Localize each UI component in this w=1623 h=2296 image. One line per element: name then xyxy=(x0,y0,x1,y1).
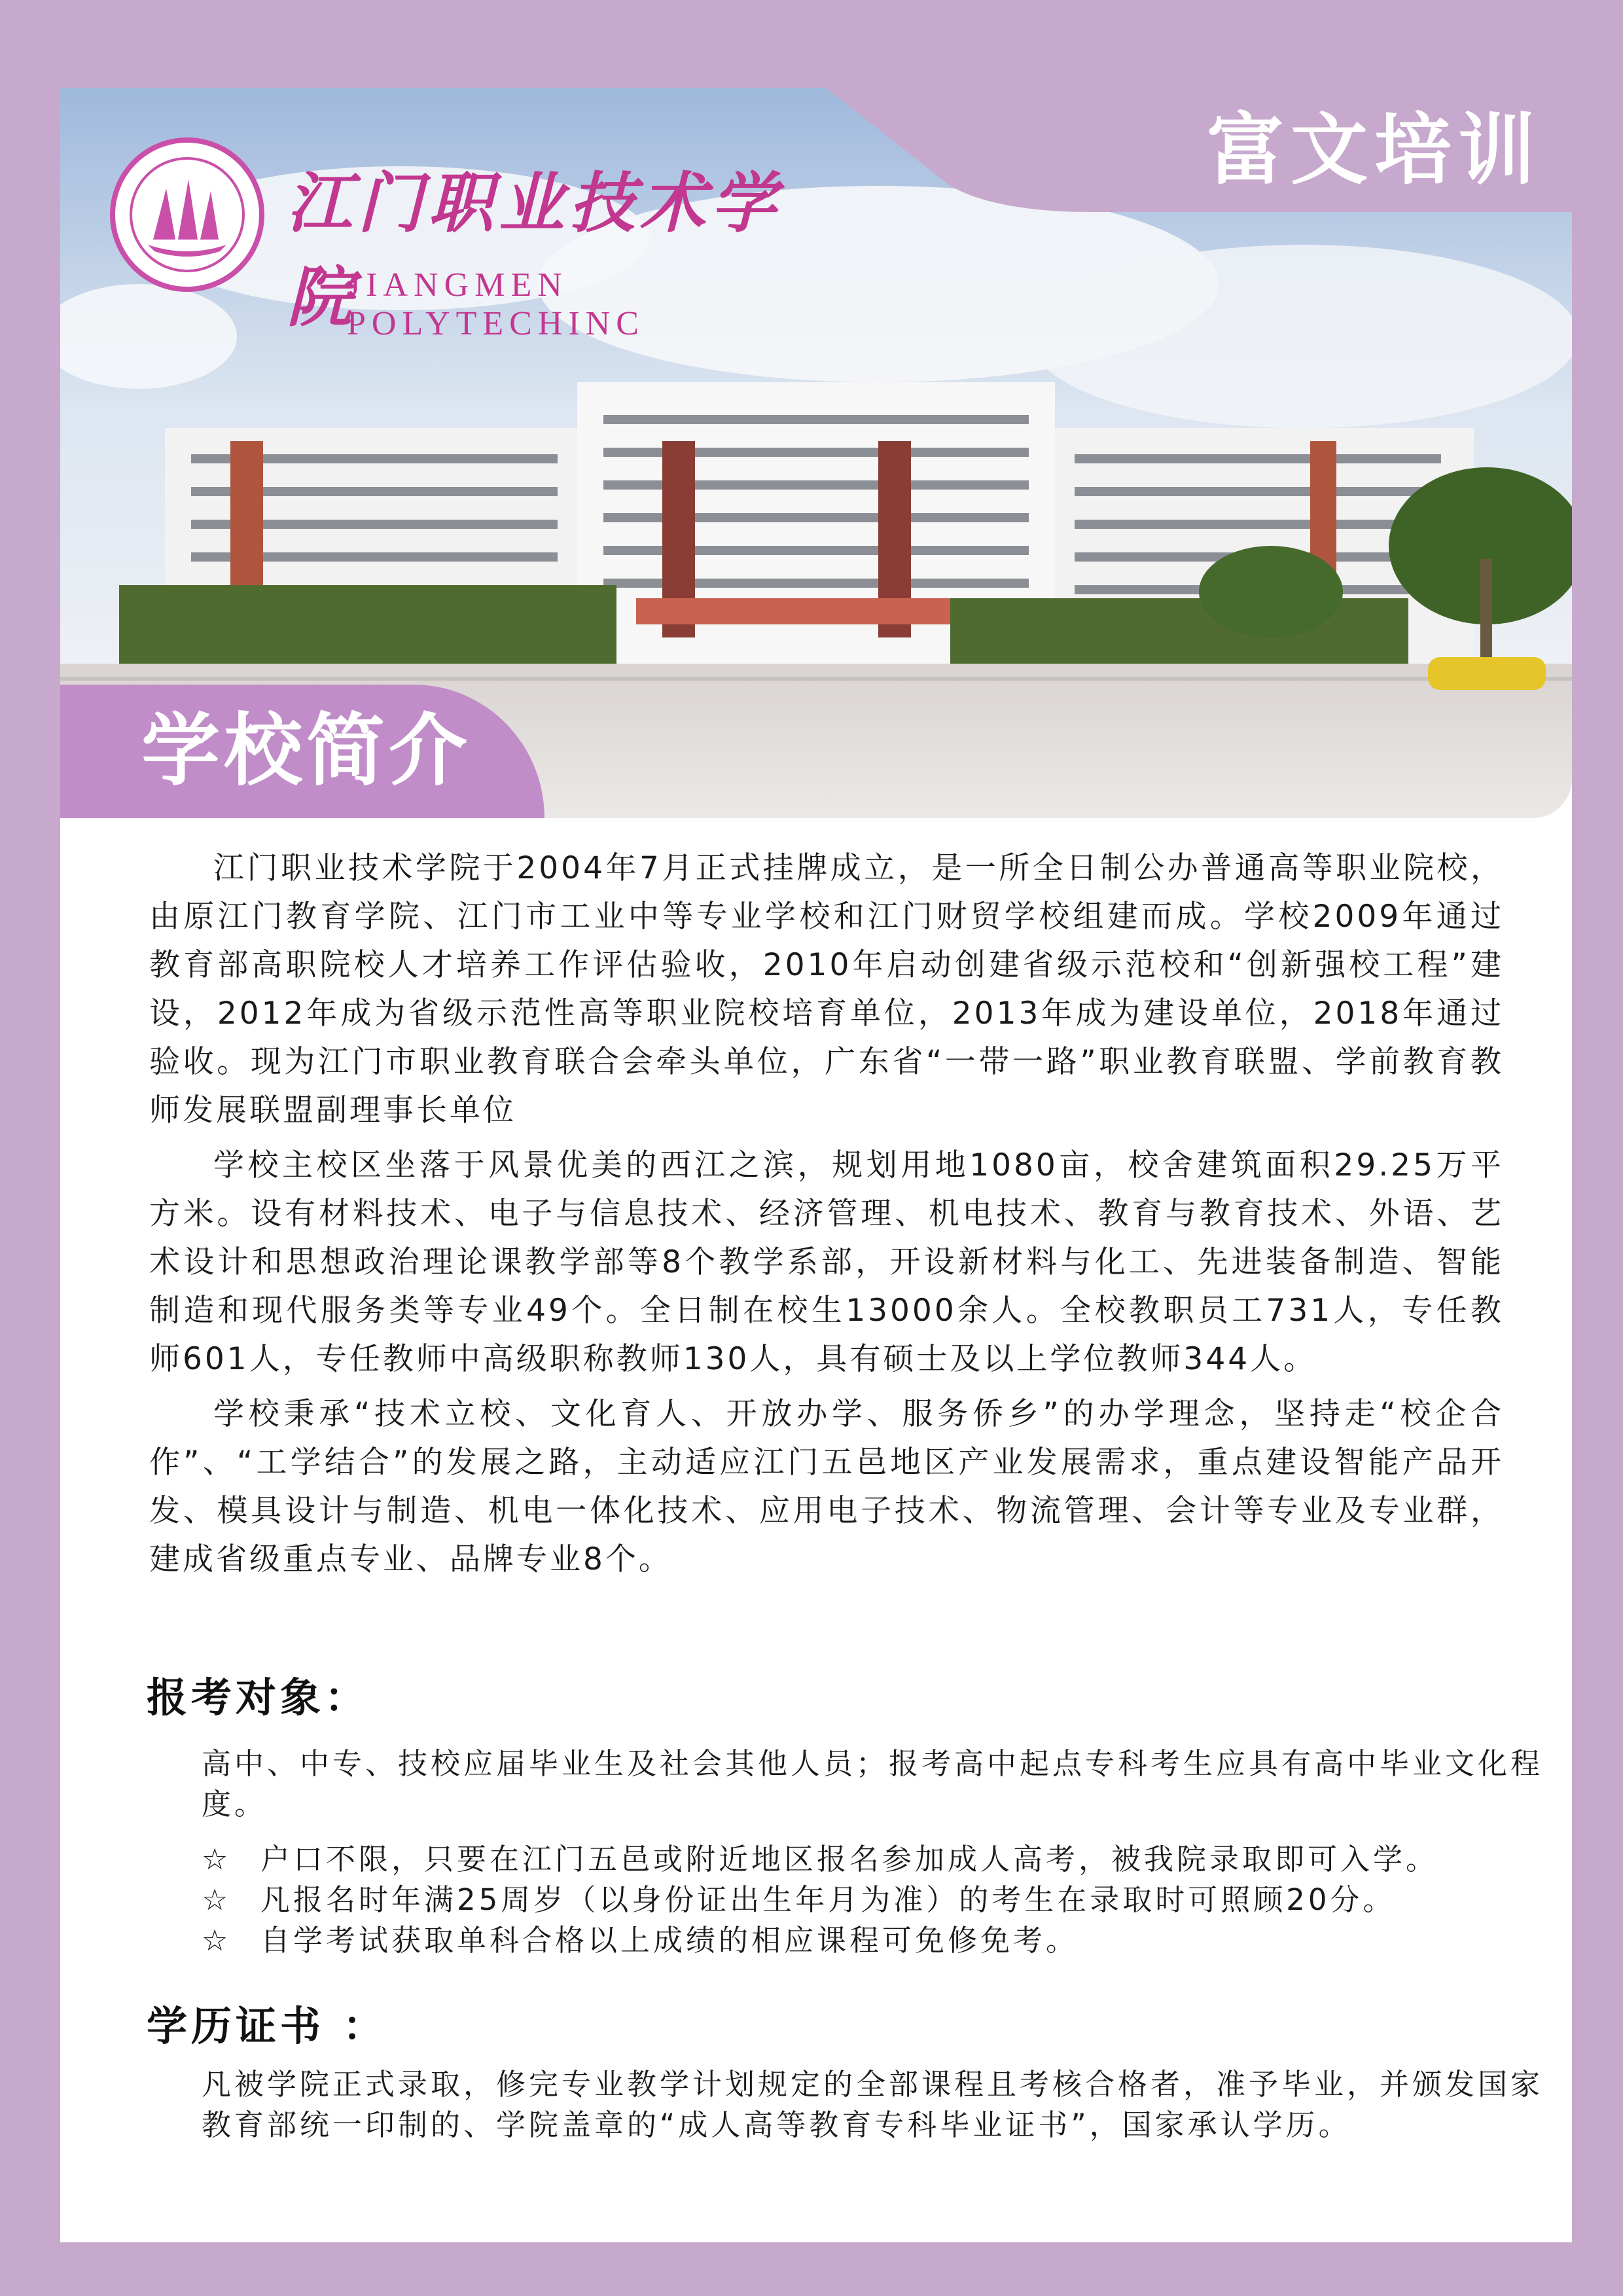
star-icon: ☆ xyxy=(202,1842,232,1876)
intro-paragraph: 江门职业技术学院于2004年7月正式挂牌成立，是一所全日制公办普通高等职业院校，由原江门教育学院、江门市工业中等专业学校和江门财贸学校组建而成。学校2009年通过教育部高职院校人才培养工作评估验收，2010年启动创建省级示范校和“创新强校工程”建设，2012年成为省级示范性高等职业院校培育单位，2013年成为建设单位，2018年通过验收。现为江门市职业教育联合会牵头单位，广东省“一带一路”职业教育联盟、学前教育教师发展联盟副理事长单位 xyxy=(149,850,1504,1128)
list-item: ☆ 自学考试获取单科合格以上成绩的相应课程可免修免考。 xyxy=(202,1920,1556,1961)
flyer-page xyxy=(60,88,1572,2242)
list-item: ☆ 户口不限，只要在江门五邑或附近地区报名参加成人高考，被我院录取即可入学。 xyxy=(202,1839,1556,1880)
section-title: 学校简介 xyxy=(141,706,471,797)
brand-name: 富文培训 xyxy=(1206,105,1542,195)
applicants-text: 高中、中专、技校应届毕业生及社会其他人员；报考高中起点专科考生应具有高中毕业文化程度。 xyxy=(202,1746,1544,1821)
applicants-heading: 报考对象： xyxy=(147,1674,370,1721)
intro-paragraph: 学校主校区坐落于风景优美的西江之滨，规划用地1080亩，校舍建筑面积29.25万平方米。设有材料技术、电子与信息技术、经济管理、机电技术、教育与教育技术、外语、艺术设计和思想政治理论课教学部等8个教学系部，开设新材料与化工、先进装备制造、智能制造和现代服务类等专业49个。全日制在校生13000余人。全校教职员工731人，专任教师601人，专任教师中高级职称教师130人，具有硕士及以上学位教师344人。 xyxy=(149,1147,1504,1377)
certificate-heading: 学历证书 ： xyxy=(147,2002,387,2050)
star-icon: ☆ xyxy=(202,1923,232,1958)
school-logo xyxy=(110,137,830,342)
school-introduction xyxy=(149,844,1504,1590)
list-item: ☆ 凡报名时年满25周岁（以身份证出生年月为准）的考生在录取时可照顾20分。 xyxy=(202,1880,1556,1920)
applicants-section xyxy=(202,1744,1556,1961)
school-name-cn: 江门职业技术学院 xyxy=(287,164,781,336)
star-icon: ☆ xyxy=(202,1882,232,1917)
school-name-en: JIANGMEN POLYTECHINC xyxy=(347,266,645,342)
applicants-notes xyxy=(202,1839,1556,1961)
sailboat-seal-icon xyxy=(110,137,264,292)
certificate-section xyxy=(202,2064,1556,2145)
certificate-text: 凡被学院正式录取，修完专业教学计划规定的全部课程且考核合格者，准予毕业，并颁发国家教育部统一印制的、学院盖章的“成人高等教育专科毕业证书”，国家承认学历。 xyxy=(202,2067,1544,2142)
intro-paragraph: 学校秉承“技术立校、文化育人、开放办学、服务侨乡”的办学理念，坚持走“校企合作”、“工学结合”的发展之路，主动适应江门五邑地区产业发展需求，重点建设智能产品开发、模具设计与制造、机电一体化技术、应用电子技术、物流管理、会计等专业及专业群，建成省级重点专业、品牌专业8个。 xyxy=(149,1396,1504,1577)
